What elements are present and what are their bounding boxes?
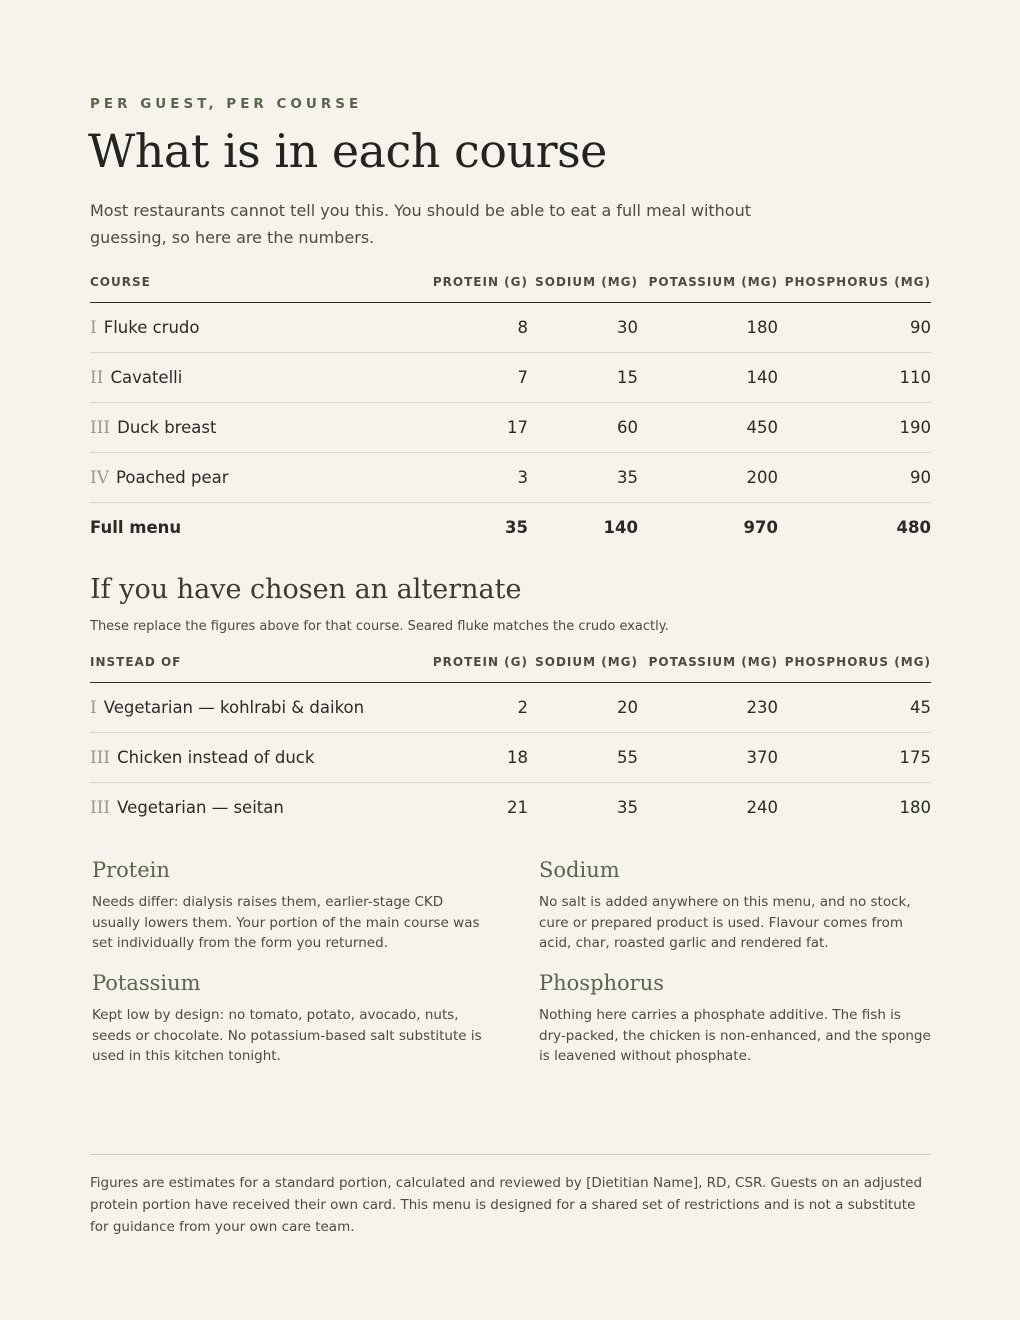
course-cell — [90, 733, 410, 783]
table-row — [90, 353, 931, 403]
course-cell — [90, 303, 410, 353]
course-numeral: III — [90, 747, 111, 768]
note-body: Nothing here carries a phosphate additive. The fish is dry-packed, the chicken is non-enhanced, and the sponge is leavened without phosphate. — [539, 1007, 931, 1064]
alternates-heading: If you have chosen an alternate — [90, 574, 522, 605]
total-potassium: 970 — [743, 518, 778, 537]
protein-value: 2 — [410, 683, 528, 733]
phosphorus-value: 90 — [778, 303, 931, 353]
table-row — [90, 733, 931, 783]
table-row — [90, 303, 931, 353]
note-title: Phosphorus — [539, 971, 665, 995]
potassium-value: 450 — [638, 403, 778, 453]
table-header-row — [90, 275, 931, 303]
total-protein: 35 — [505, 518, 528, 537]
phosphorus-value: 175 — [778, 733, 931, 783]
column-header-protein: PROTEIN (G) — [410, 275, 528, 303]
column-header-sodium: SODIUM (MG) — [528, 655, 638, 683]
protein-value: 21 — [507, 798, 528, 817]
column-header-potassium: POTASSIUM (MG) — [638, 655, 778, 683]
potassium-value: 140 — [638, 353, 778, 403]
note-title: Sodium — [539, 858, 620, 882]
potassium-value: 370 — [638, 733, 778, 783]
course-nutrient-table — [90, 275, 931, 552]
course-cell — [90, 403, 410, 453]
course-name: Poached pear — [116, 467, 229, 487]
sodium-value: 55 — [528, 733, 638, 783]
protein-value: 3 — [410, 453, 528, 503]
sodium-value: 15 — [528, 353, 638, 403]
course-name: Duck breast — [117, 417, 217, 437]
table-row — [90, 683, 931, 733]
course-cell — [90, 353, 410, 403]
note-phosphorus — [539, 971, 931, 1067]
course-name: Fluke crudo — [103, 317, 200, 337]
sodium-value: 20 — [528, 683, 638, 733]
column-header-course: COURSE — [90, 275, 410, 303]
protein-value: 17 — [410, 403, 528, 453]
total-row — [90, 503, 931, 553]
course-name: Cavatelli — [110, 367, 183, 387]
course-cell — [90, 783, 410, 833]
note-potassium — [92, 971, 484, 1067]
note-body: No salt is added anywhere on this menu, and no stock, cure or prepared product is used. Flavour comes from acid, char, roasted garlic and rendered fat. — [539, 894, 911, 951]
course-numeral: I — [90, 317, 97, 338]
phosphorus-value: 45 — [778, 683, 931, 733]
course-name: Vegetarian — seitan — [117, 797, 284, 817]
sodium-value: 35 — [528, 453, 638, 503]
note-body: Needs differ: dialysis raises them, earlier-stage CKD usually lowers them. Your portion of the main course was set individually from the form you returned. — [92, 894, 480, 951]
table-row — [90, 783, 931, 833]
course-name: Chicken instead of duck — [117, 747, 315, 767]
column-header-phosphorus: PHOSPHORUS (MG) — [778, 655, 931, 683]
divider — [90, 1154, 931, 1155]
note-title: Protein — [92, 858, 170, 882]
sodium-value: 30 — [528, 303, 638, 353]
potassium-value: 200 — [638, 453, 778, 503]
alternates-nutrient-table — [90, 655, 931, 832]
page-title: What is in each course — [88, 124, 607, 178]
column-header-instead-of: INSTEAD OF — [90, 655, 410, 683]
course-numeral: III — [90, 797, 111, 818]
protein-value: 7 — [410, 353, 528, 403]
course-numeral: III — [90, 417, 111, 438]
note-body: Kept low by design: no tomato, potato, avocado, nuts, seeds or chocolate. No potassium-based salt substitute is used in this kitchen tonight. — [92, 1007, 482, 1064]
sodium-value: 35 — [617, 798, 638, 817]
total-phosphorus: 480 — [896, 518, 931, 537]
column-header-potassium: POTASSIUM (MG) — [638, 275, 778, 303]
course-numeral: II — [90, 367, 104, 388]
note-sodium — [539, 858, 931, 954]
course-numeral: I — [90, 697, 97, 718]
potassium-value: 180 — [638, 303, 778, 353]
potassium-value: 230 — [638, 683, 778, 733]
course-name: Vegetarian — kohlrabi & daikon — [103, 697, 365, 717]
column-header-protein: PROTEIN (G) — [410, 655, 528, 683]
phosphorus-value: 90 — [778, 453, 931, 503]
column-header-phosphorus: PHOSPHORUS (MG) — [778, 275, 931, 303]
note-title: Potassium — [92, 971, 201, 995]
course-cell — [90, 683, 410, 733]
phosphorus-value: 110 — [778, 353, 931, 403]
table-row — [90, 403, 931, 453]
protein-value: 18 — [410, 733, 528, 783]
total-label: Full menu — [90, 518, 182, 537]
course-numeral: IV — [90, 467, 109, 488]
protein-value: 8 — [410, 303, 528, 353]
phosphorus-value: 190 — [778, 403, 931, 453]
kicker: PER GUEST, PER COURSE — [90, 96, 363, 112]
potassium-value: 240 — [746, 798, 778, 817]
course-cell — [90, 453, 410, 503]
note-protein — [92, 858, 484, 954]
total-sodium: 140 — [603, 518, 638, 537]
lede: Most restaurants cannot tell you this. You should be able to eat a full meal without guessing, so here are the numbers. — [90, 201, 751, 247]
alternates-note: These replace the figures above for that course. Seared fluke matches the crudo exactly. — [90, 619, 669, 634]
sodium-value: 60 — [528, 403, 638, 453]
column-header-sodium: SODIUM (MG) — [528, 275, 638, 303]
table-row — [90, 453, 931, 503]
footnote: Figures are estimates for a standard portion, calculated and reviewed by [Dietitian Name], RD, CSR. Guests on an adjusted protein portion have received their own card. This menu is designed for a shared set of restrictions and is not a substitute for guidance from your own care team. — [90, 1175, 923, 1235]
phosphorus-value: 180 — [899, 798, 931, 817]
table-header-row — [90, 655, 931, 683]
